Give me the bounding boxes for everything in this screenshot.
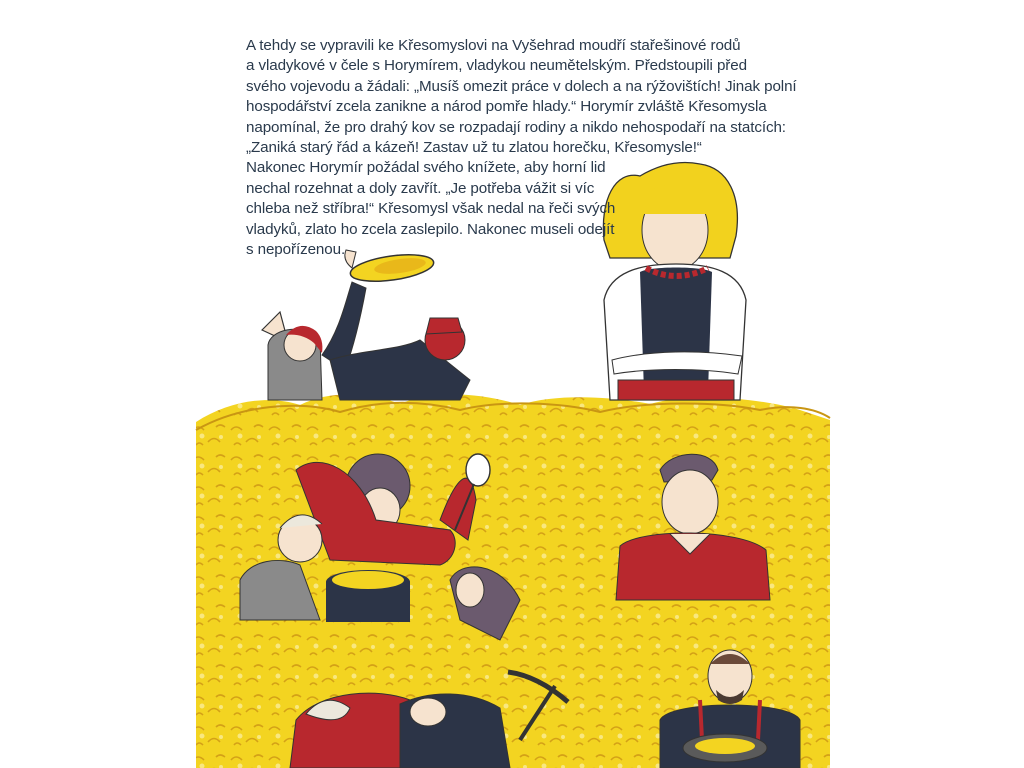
story-text xyxy=(246,36,806,260)
story-line: vladyků, zlato ho zcela zaslepilo. Nakonec museli odejít xyxy=(246,220,615,238)
story-line: nechal rozehnat a doly zavřít. „Je potřeba vážit si víc xyxy=(246,179,595,197)
story-line: chleba než stříbra!“ Křesomysl však nedal na řeči svých xyxy=(246,200,616,218)
story-line: A tehdy se vypravili ke Křesomyslovi na Vyšehrad moudří stařešinové rodů xyxy=(246,37,741,54)
story-line: „Zaniká starý řád a kázeň! Zastav už tu zlatou horečku, Křesomysle!“ xyxy=(246,139,702,157)
story-line: Nakonec Horymír požádal svého knížete, aby horní lid xyxy=(246,159,606,177)
story-line: hospodářství zcela zanikne a národ pomře hlady.“ Horymír zvláště Křesomysla xyxy=(246,98,767,116)
story-line: svého vojevodu a žádali: „Musíš omezit práce v dolech a na rýžovištích! Jinak polní xyxy=(246,77,797,95)
story-line: s nepořízenou. xyxy=(246,241,346,259)
figure-raised-arms xyxy=(262,250,470,400)
story-line: napomínal, že pro drahý kov se rozpadají rodiny a nikdo nehospodaří na statcích: xyxy=(246,118,786,136)
story-line: a vladykové v čele s Horymírem, vladykou neumětelským. Předstoupili před xyxy=(246,57,747,75)
